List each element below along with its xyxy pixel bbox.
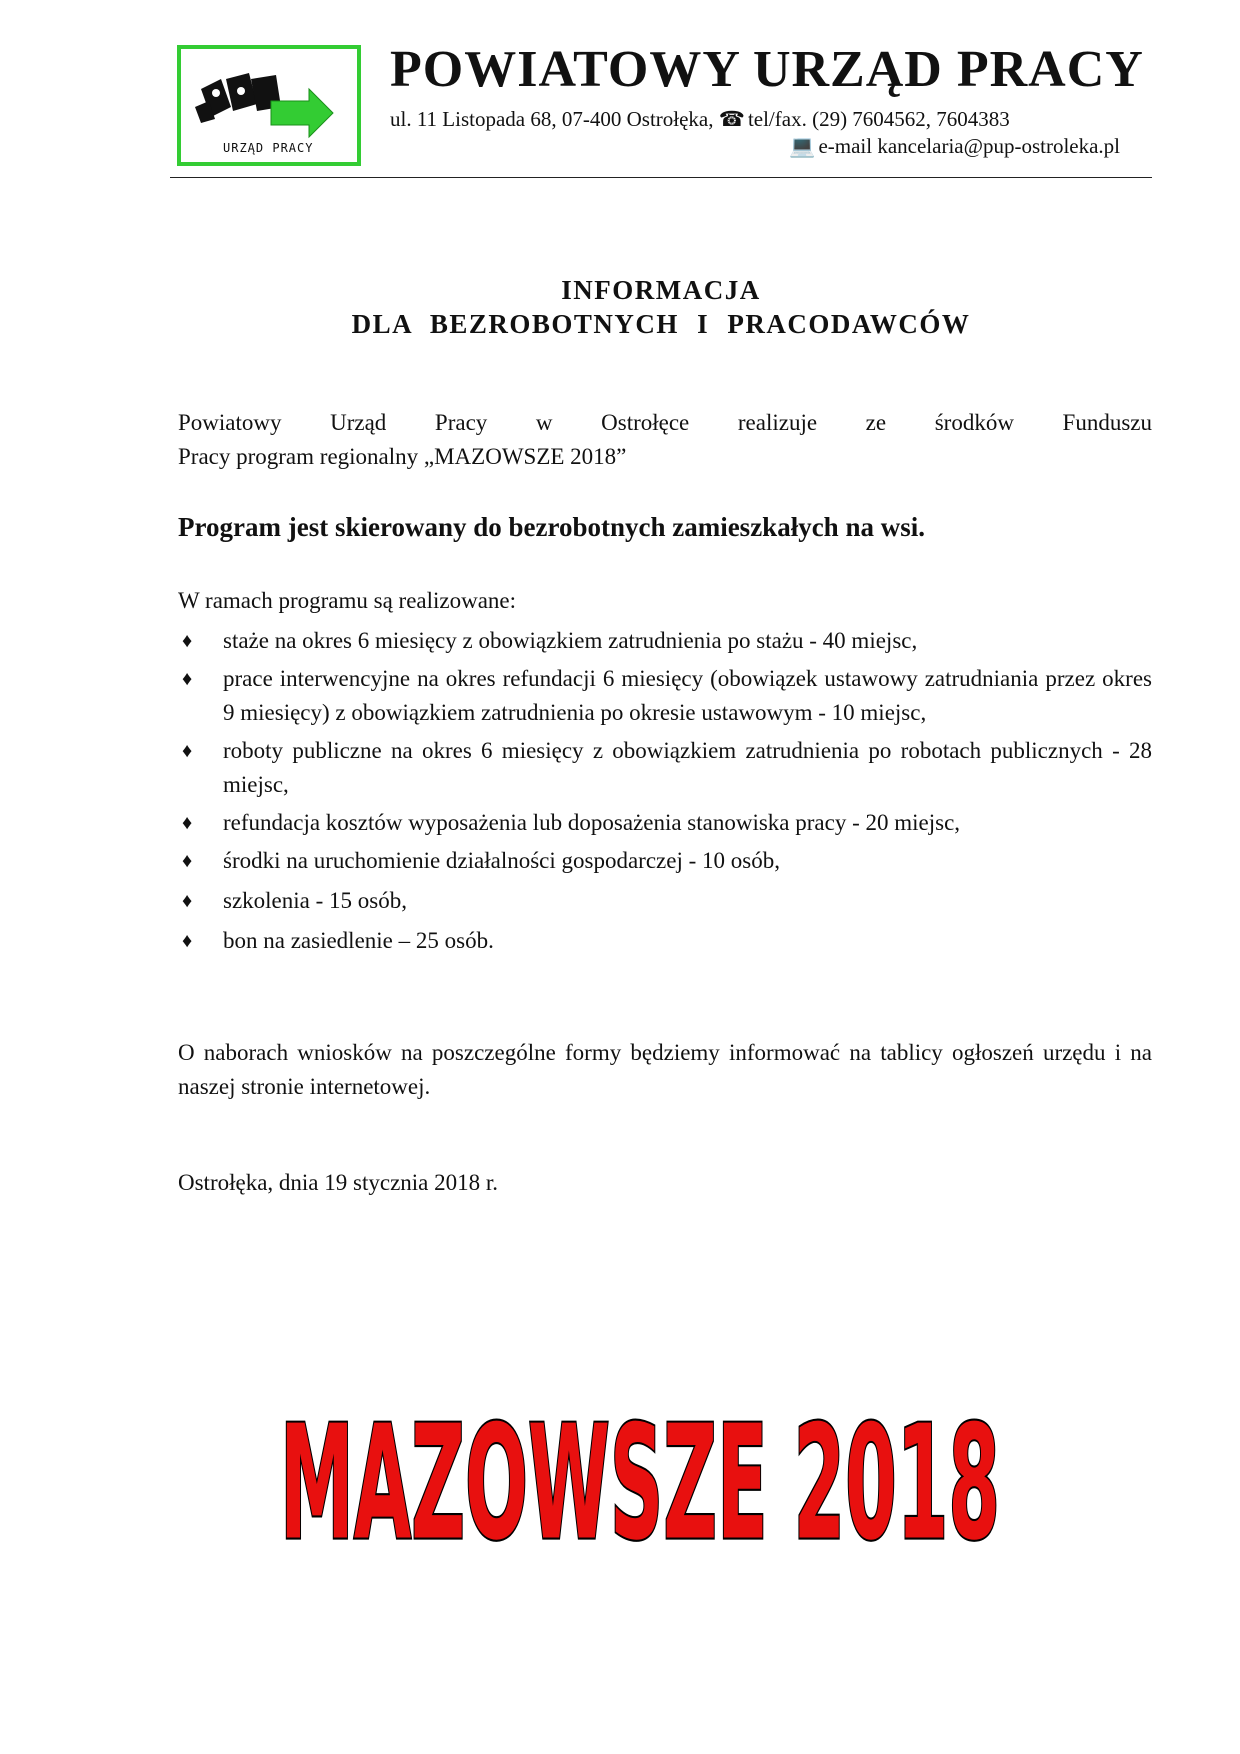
arrow-icon: [271, 89, 333, 137]
list-item: [178, 884, 1152, 918]
mazowsze-banner: [270, 1380, 1010, 1570]
logo-label: URZĄD PRACY: [223, 141, 314, 155]
organization-name: POWIATOWY URZĄD PRACY: [390, 41, 1144, 98]
list-item: [178, 662, 1152, 730]
diamond-bullet-icon: ♦: [182, 740, 193, 762]
email-line: [789, 134, 1120, 159]
date-line: Ostrołęka, dnia 19 stycznia 2018 r.: [178, 1170, 499, 1195]
list-item-text: bon na zasiedlenie – 25 osób.: [223, 928, 494, 953]
list-item: [178, 734, 1152, 802]
address-line: [390, 107, 1010, 132]
diamond-bullet-icon: ♦: [182, 930, 193, 952]
phone-icon: ☎: [718, 107, 745, 131]
computer-icon: 💻: [789, 134, 816, 158]
diamond-bullet-icon: ♦: [182, 890, 193, 912]
list-item-text: roboty publiczne na okres 6 miesięcy z obowiązkiem zatrudnienia po robotach publicznych - 28 miejsc,: [223, 738, 1152, 797]
list-item-text: refundacja kosztów wyposażenia lub doposażenia stanowiska pracy - 20 miejsc,: [223, 810, 961, 835]
phone-text: tel/fax. (29) 7604562, 7604383: [747, 107, 1010, 131]
intro-paragraph: [178, 406, 1152, 474]
diamond-bullet-icon: ♦: [182, 850, 193, 872]
list-item-text: szkolenia - 15 osób,: [223, 888, 407, 913]
list-item-text: prace interwencyjne na okres refundacji 6 miesięcy (obowiązek ustawowy zatrudniania przez okres 9 miesięcy) z obowiązkiem zatrudnienia po okresie ustawowym - 10 miejsc,: [223, 666, 1152, 725]
office-logo: [177, 45, 361, 166]
list-item-text: środki na uruchomienie działalności gospodarczej - 10 osób,: [223, 848, 780, 873]
email-text[interactable]: e-mail kancelaria@pup-ostroleka.pl: [818, 134, 1120, 158]
diamond-bullet-icon: ♦: [182, 668, 193, 690]
intro-line-1: Powiatowy Urząd Pracy w Ostrołęce realizuje ze środków Funduszu: [178, 410, 1152, 435]
closing-paragraph: O naborach wniosków na poszczególne formy będziemy informować na tablicy ogłoszeń urzędu i na naszej stronie internetowej.: [178, 1040, 1152, 1099]
logo-hand-shapes: [195, 73, 281, 123]
list-item-text: staże na okres 6 miesięcy z obowiązkiem zatrudnienia po stażu - 40 miejsc,: [223, 628, 918, 653]
list-item: [178, 806, 1152, 840]
diamond-bullet-icon: ♦: [182, 812, 193, 834]
list-item: [178, 624, 1152, 658]
list-item: [178, 924, 1152, 958]
program-forms-list: [178, 624, 1152, 962]
address-text: ul. 11 Listopada 68, 07-400 Ostrołęka,: [390, 107, 714, 131]
banner-text: MAZOWSZE 2018: [279, 1392, 1000, 1570]
intro-line-2: Pracy program regionalny „MAZOWSZE 2018”: [178, 444, 627, 469]
program-target: Program jest skierowany do bezrobotnych zamieszkałych na wsi.: [178, 512, 925, 542]
header-divider: [170, 177, 1152, 178]
diamond-bullet-icon: ♦: [182, 630, 193, 652]
document-title: INFORMACJA: [561, 275, 761, 305]
document-subtitle: DLA BEZROBOTNYCH I PRACODAWCÓW: [351, 309, 971, 339]
list-intro: W ramach programu są realizowane:: [178, 588, 517, 613]
list-item: [178, 844, 1152, 878]
